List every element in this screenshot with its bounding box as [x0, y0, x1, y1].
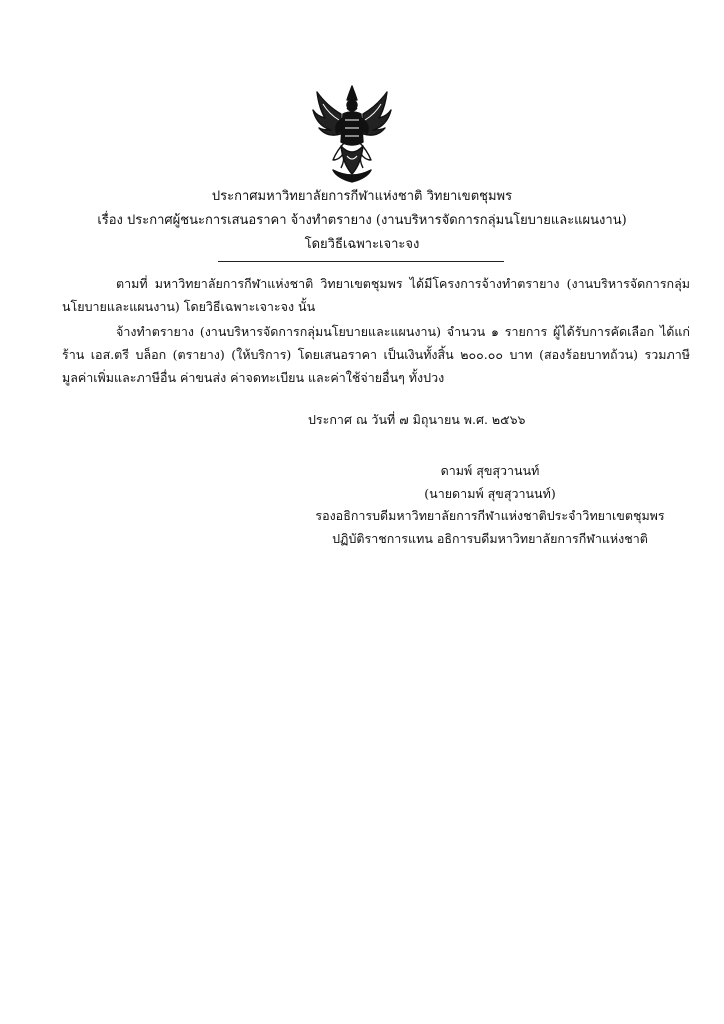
announcement-title: ประกาศมหาวิทยาลัยการกีฬาแห่งชาติ วิทยาเขตชุมพร	[211, 189, 513, 204]
announcement-date: ประกาศ ณ วันที่ ๗ มิถุนายน พ.ศ. ๒๕๖๖	[308, 412, 526, 427]
signature-block	[300, 460, 680, 550]
signer-position: รองอธิการบดีมหาวิทยาลัยการกีฬาแห่งชาติประจำวิทยาเขตชุมพร	[315, 508, 665, 523]
header-divider	[218, 261, 504, 262]
signer-full-name: (นายดามพ์ สุขสุวานนท์)	[424, 485, 556, 501]
procurement-method: โดยวิธีเฉพาะเจาะจง	[304, 237, 420, 252]
signer-acting-position: ปฏิบัติราชการแทน อธิการบดีมหาวิทยาลัยการกีฬาแห่งชาติ	[332, 530, 648, 546]
body-paragraph-1: ตามที่ มหาวิทยาลัยการกีฬาแห่งชาติ วิทยาเขตชุมพร ได้มีโครงการจ้างทำตรายาง (งานบริหารจัดการกลุ่มนโยบายและแผนงาน) โดยวิธีเฉพาะเจาะจง นั้น	[62, 276, 690, 314]
body-paragraph-2: จ้างทำตรายาง (งานบริหารจัดการกลุ่มนโยบายและแผนงาน) จำนวน ๑ รายการ ผู้ได้รับการคัดเลือก ได้แก่ ร้าน เอส.ตรี บล็อก (ตรายาง) (ให้บริการ) โดยเสนอราคา เป็นเงินทั้งสิ้น ๒๐๐.๐๐ บาท (สองร้อยบาทถ้วน) รวมภาษีมูลค่าเพิ่มและภาษีอื่น ค่าขนส่ง ค่าจดทะเบียน และค่าใช้จ่ายอื่นๆ ทั้งปวง	[62, 324, 690, 385]
signed-name: ดามพ์ สุขสุวานนท์	[440, 463, 540, 478]
announcement-subject: เรื่อง ประกาศผู้ชนะการเสนอราคา จ้างทำตรายาง (งานบริหารจัดการกลุ่มนโยบายและแผนงาน)	[97, 213, 627, 228]
garuda-emblem-icon	[311, 84, 393, 184]
